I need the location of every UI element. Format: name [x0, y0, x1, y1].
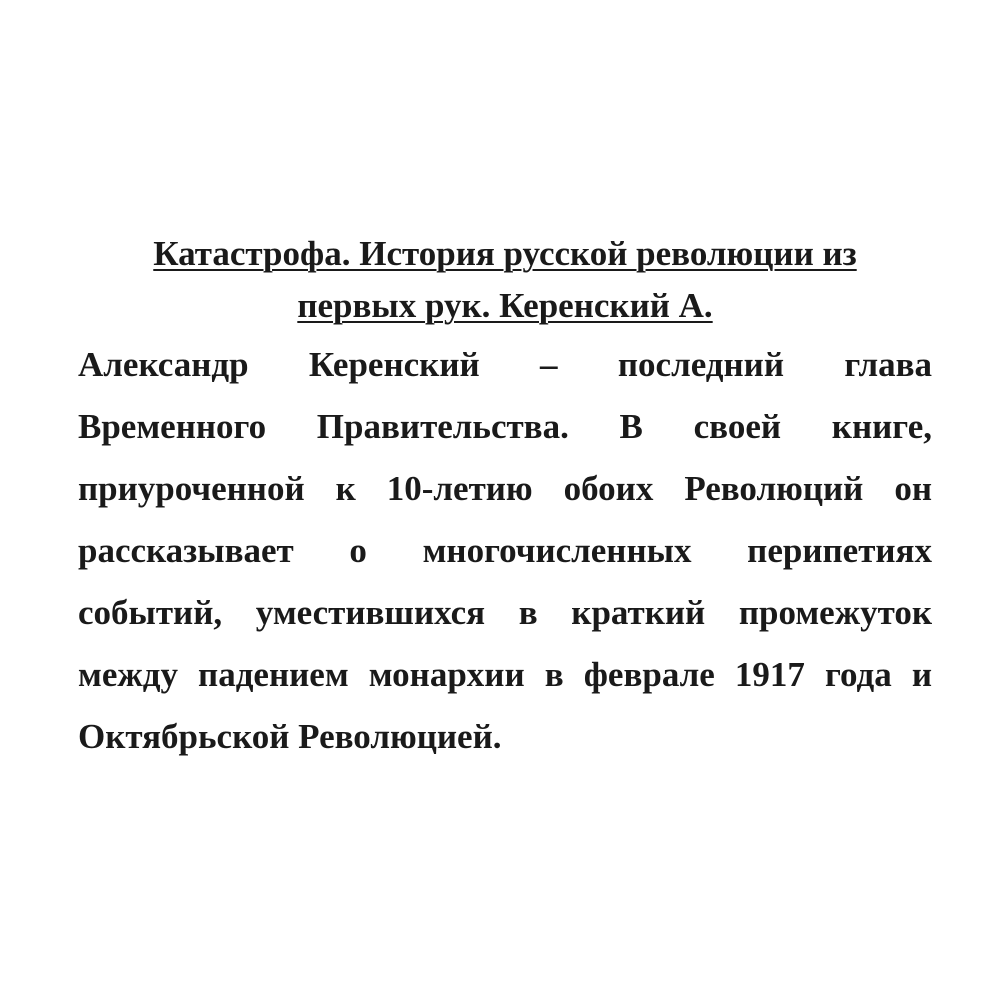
description-line-2: Временного Правительства. В своей книге, — [78, 407, 932, 446]
book-description — [78, 334, 932, 768]
description-line-5: событий, уместившихся в краткий промежуток — [78, 593, 932, 632]
description-line-7: Октябрьской Революцией. — [78, 717, 502, 756]
description-line-1: Александр Керенский – последний глава — [78, 345, 932, 384]
book-title-line-2: первых рук. Керенский А. — [297, 286, 713, 325]
description-line-4: рассказывает о многочисленных перипетиях — [78, 531, 932, 570]
document-page — [78, 228, 932, 768]
book-title-line-1: Катастрофа. История русской революции из — [153, 234, 857, 273]
book-title — [78, 228, 932, 332]
description-line-3: приуроченной к 10-летию обоих Революций он — [78, 469, 932, 508]
description-line-6: между падением монархии в феврале 1917 года и — [78, 655, 932, 694]
